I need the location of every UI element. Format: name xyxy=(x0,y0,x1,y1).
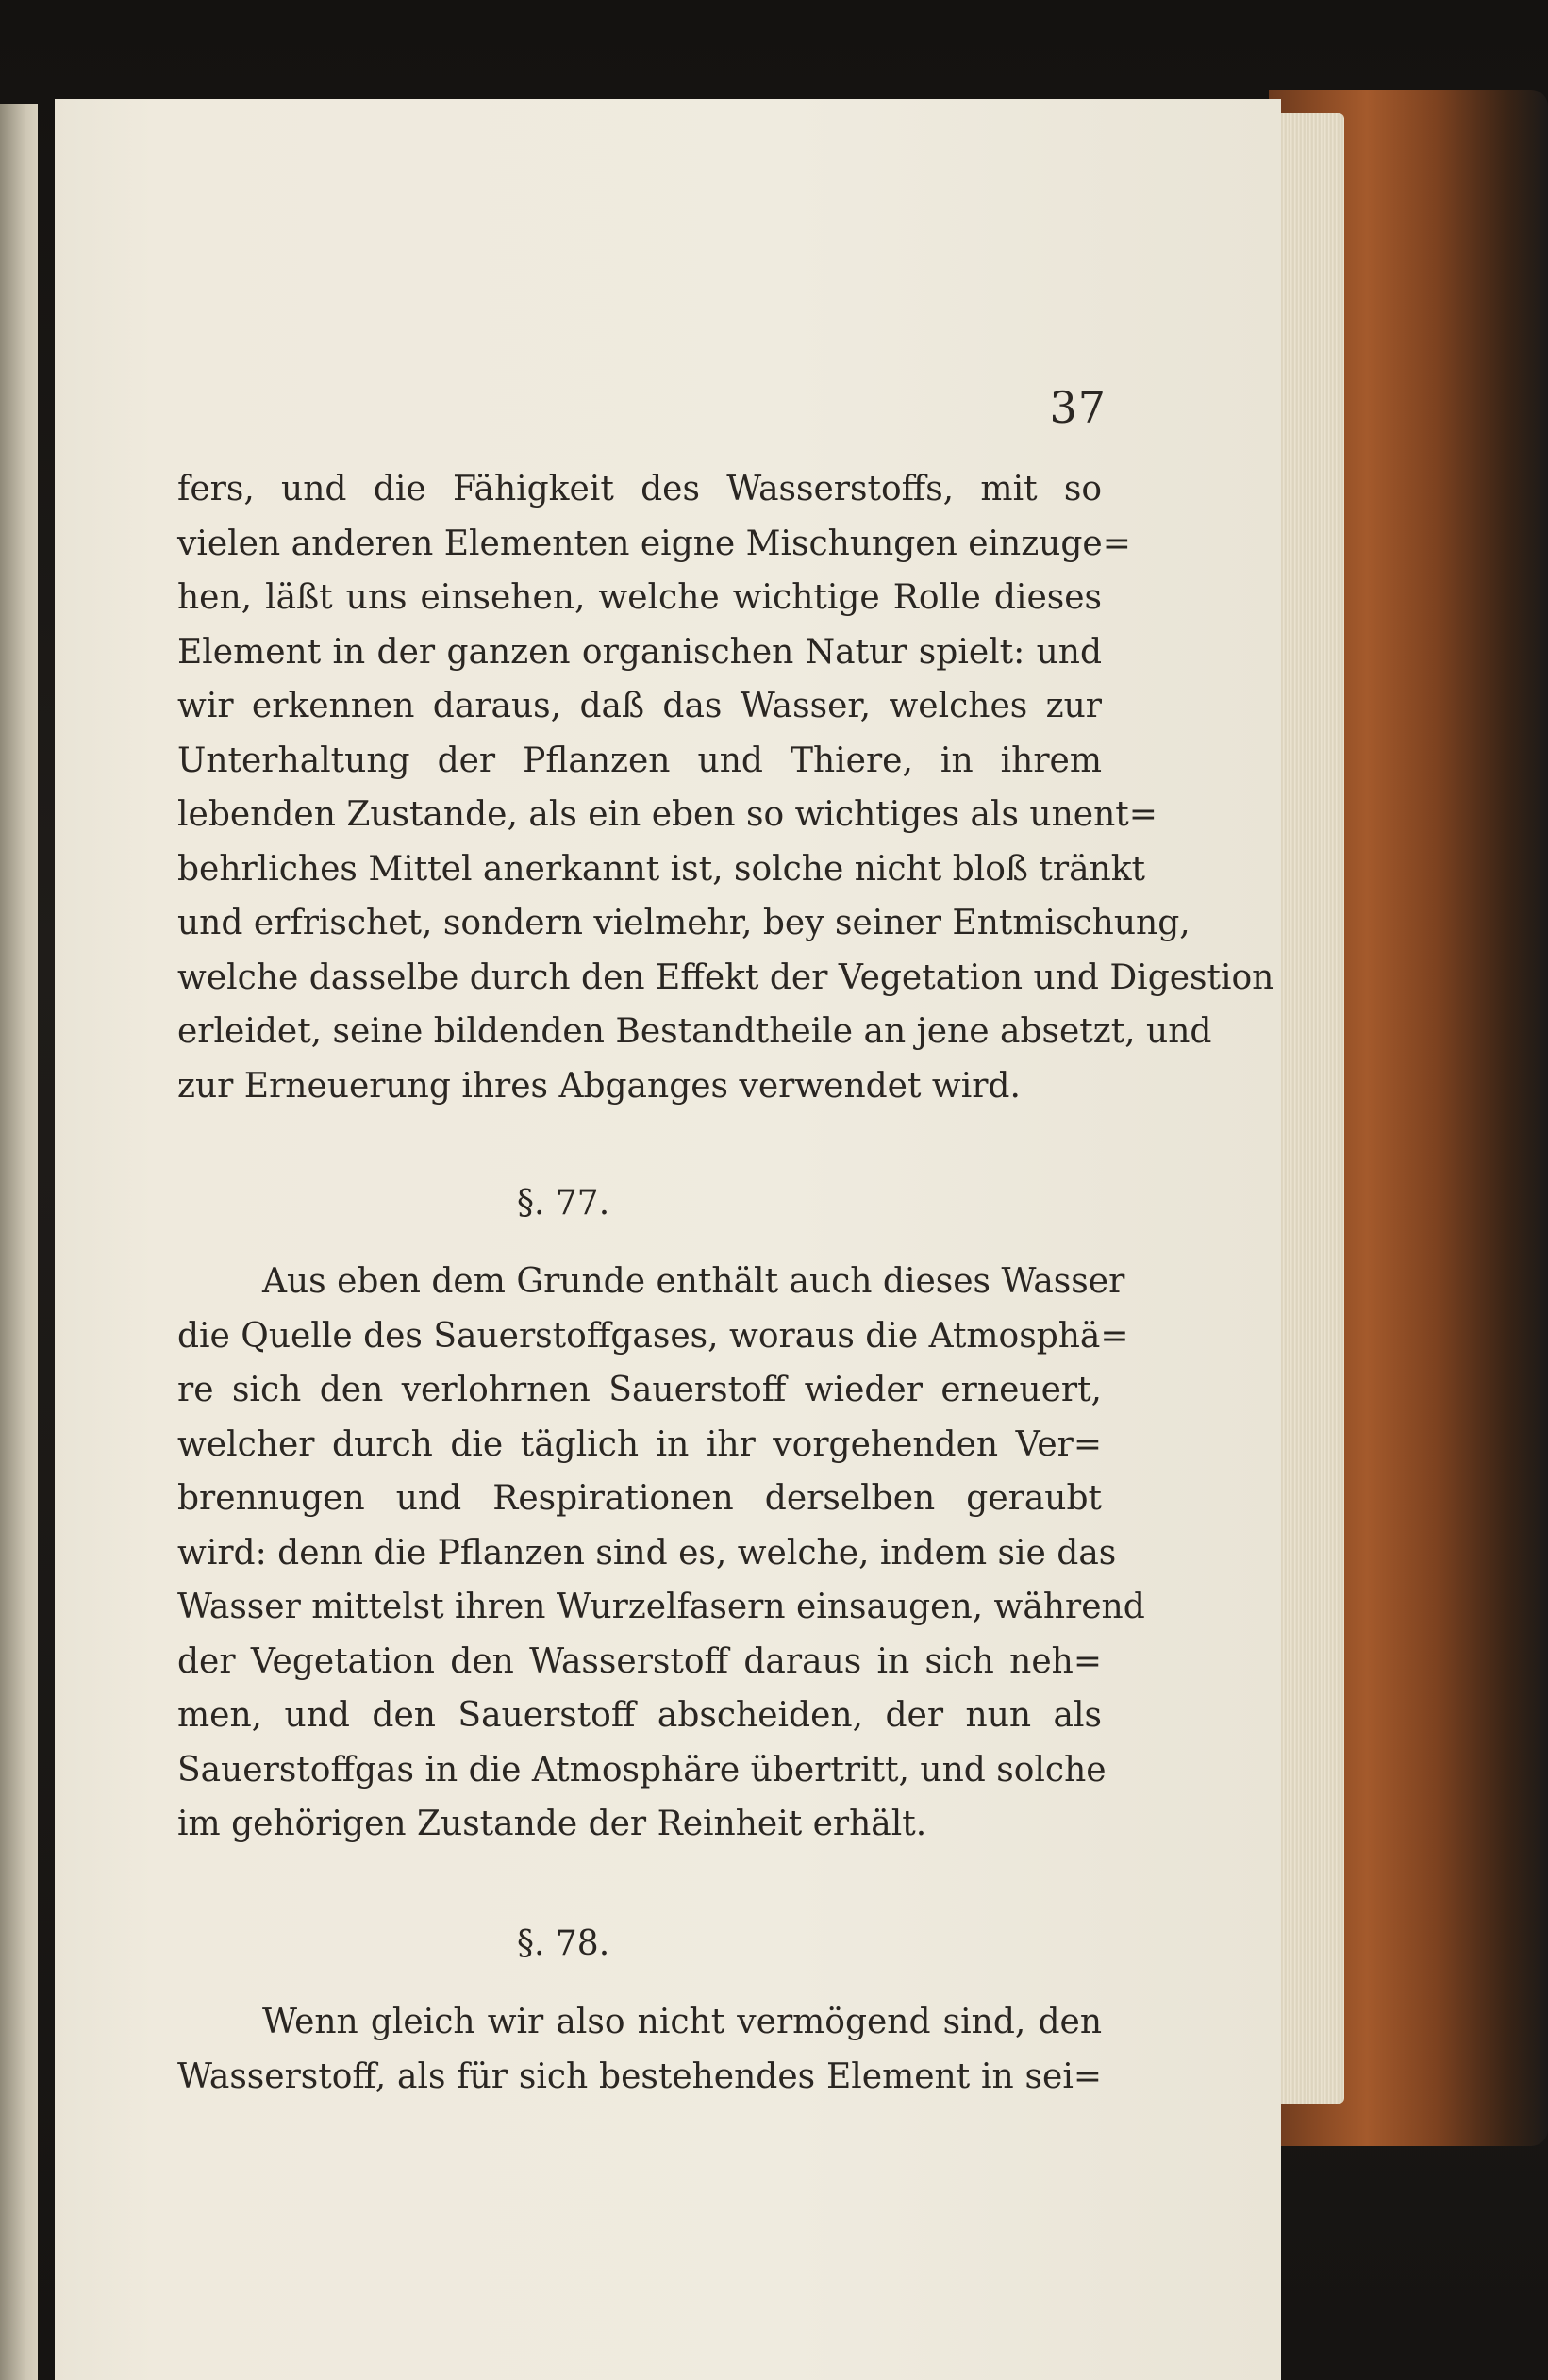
book-page xyxy=(55,99,1281,2380)
text-line: hen, läßt uns einsehen, welche wichtige Rolle dieses xyxy=(177,578,1102,617)
text-line: Sauerstoffgas in die Atmosphäre übertritt, und solche xyxy=(177,1750,1107,1789)
section-heading-78: §. 78. xyxy=(517,1924,610,1963)
text-line: Wenn gleich wir also nicht vermögend sind, den xyxy=(262,2003,1102,2041)
left-page-edge xyxy=(0,104,38,2380)
text-line: brennugen und Respirationen derselben geraubt xyxy=(177,1479,1102,1518)
text-line: Wasserstoff, als für sich bestehendes Element in sei= xyxy=(177,2056,1102,2096)
text-line: Aus eben dem Grunde enthält auch dieses Wasser xyxy=(262,1262,1125,1301)
text-line: wird: denn die Pflanzen sind es, welche, indem sie das xyxy=(177,1533,1117,1573)
text-line: der Vegetation den Wasserstoff daraus in sich neh= xyxy=(177,1641,1102,1681)
text-line: und erfrischet, sondern vielmehr, bey seiner Entmischung, xyxy=(177,904,1190,942)
section-78-body xyxy=(177,1995,1102,2104)
text-line: Wasser mittelst ihren Wurzelfasern einsaugen, während xyxy=(177,1588,1145,1626)
text-line: zur Erneuerung ihres Abganges verwendet wird. xyxy=(177,1066,1021,1106)
text-line: Element in der ganzen organischen Natur spielt: und xyxy=(177,632,1102,672)
text-line: im gehörigen Zustande der Reinheit erhält. xyxy=(177,1805,927,1843)
section-77-body xyxy=(177,1255,1145,1852)
text-line: fers, und die Fähigkeit des Wasserstoffs, mit so xyxy=(177,470,1102,508)
text-line: Unterhaltung der Pflanzen und Thiere, in ihrem xyxy=(177,741,1102,780)
text-line: vielen anderen Elementen eigne Mischungen einzuge= xyxy=(177,524,1131,563)
text-line: wir erkennen daraus, daß das Wasser, welches zur xyxy=(177,687,1102,725)
text-line: welcher durch die täglich in ihr vorgehenden Ver= xyxy=(177,1424,1102,1464)
text-line: behrliches Mittel anerkannt ist, solche nicht bloß tränkt xyxy=(177,849,1146,889)
text-line: re sich den verlohrnen Sauerstoff wieder erneuert, xyxy=(177,1371,1102,1409)
paragraph-continuation xyxy=(177,462,1274,1113)
text-line: lebenden Zustande, als ein eben so wichtiges als unent= xyxy=(177,795,1157,834)
text-line: welche dasselbe durch den Effekt der Vegetation und Digestion xyxy=(177,957,1274,997)
text-line: men, und den Sauerstoff abscheiden, der nun als xyxy=(177,1696,1102,1735)
page-number: 37 xyxy=(1049,382,1107,433)
text-line: erleidet, seine bildenden Bestandtheile an jene absetzt, und xyxy=(177,1012,1212,1051)
text-line: die Quelle des Sauerstoffgases, woraus die Atmosphä= xyxy=(177,1316,1129,1356)
section-heading-77: §. 77. xyxy=(517,1184,610,1223)
